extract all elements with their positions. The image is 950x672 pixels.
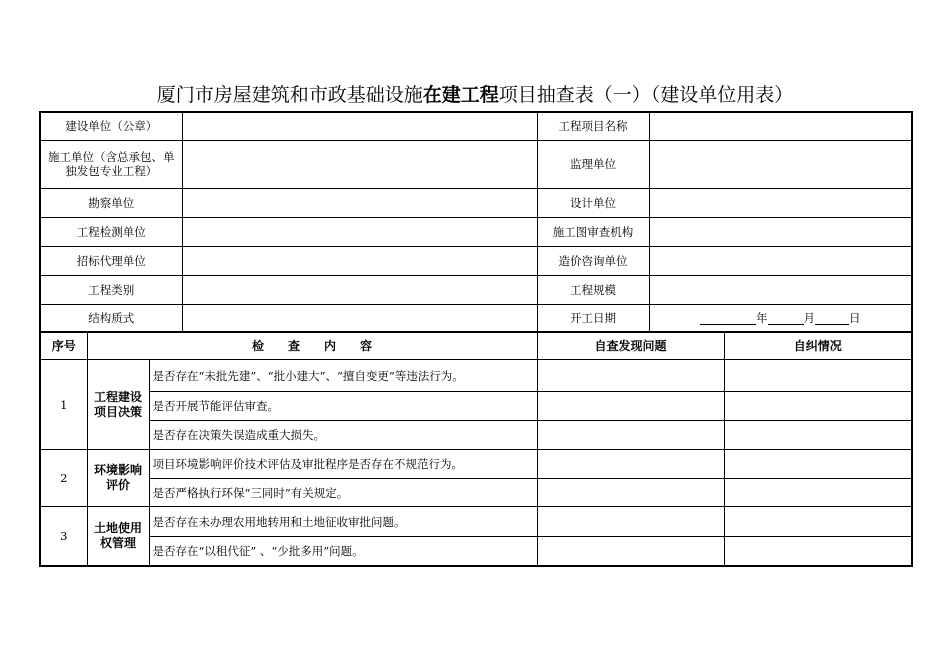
info-value-field[interactable] (182, 246, 537, 275)
info-value-field[interactable] (182, 140, 537, 188)
info-value-field[interactable] (182, 275, 537, 304)
issues-cell[interactable] (537, 507, 724, 537)
info-value-field[interactable] (649, 140, 912, 188)
fix-cell[interactable] (724, 537, 912, 566)
check-row (40, 392, 912, 421)
issues-cell[interactable] (537, 450, 724, 479)
header-issues: 自查发现问题 (537, 332, 724, 360)
fix-cell[interactable] (724, 450, 912, 479)
info-row (40, 112, 912, 140)
header-fix: 自纠情况 (724, 332, 912, 360)
check-item: 项目环境影响评价技术评估及审批程序是否存在不规范行为。 (149, 450, 537, 479)
day-unit: 日 (849, 311, 861, 326)
check-row (40, 537, 912, 566)
check-header-row (40, 332, 912, 360)
info-value-field[interactable] (182, 217, 537, 246)
page-title (0, 80, 950, 107)
check-row (40, 360, 912, 392)
month-unit: 月 (803, 311, 815, 326)
info-value-field[interactable] (649, 112, 912, 140)
title-bold: 在建工程 (422, 84, 499, 106)
info-label: 结构质式 (40, 304, 182, 332)
check-row (40, 507, 912, 537)
info-value-field[interactable] (649, 217, 912, 246)
info-value-field[interactable] (649, 275, 912, 304)
issues-cell[interactable] (537, 537, 724, 566)
info-row (40, 140, 912, 188)
issues-cell[interactable] (537, 421, 724, 450)
fix-cell[interactable] (724, 360, 912, 392)
check-item: 是否严格执行环保“三同时”有关规定。 (149, 479, 537, 507)
fix-cell[interactable] (724, 392, 912, 421)
fix-cell[interactable] (724, 479, 912, 507)
check-row (40, 479, 912, 507)
info-label: 招标代理单位 (40, 246, 182, 275)
info-label: 设计单位 (537, 188, 649, 217)
group-number: 3 (40, 507, 87, 566)
check-item: 是否开展节能评估审查。 (149, 392, 537, 421)
info-value-field[interactable] (182, 112, 537, 140)
month-blank[interactable] (768, 310, 804, 325)
issues-cell[interactable] (537, 479, 724, 507)
group-category: 土地使用权管理 (87, 507, 149, 566)
start-date-field[interactable] (649, 304, 912, 332)
year-unit: 年 (756, 311, 768, 326)
check-item: 是否存在未办理农用地转用和土地征收审批问题。 (149, 507, 537, 537)
group-category: 环境影响评价 (87, 450, 149, 507)
header-content: 检 查 内 容 (87, 332, 537, 360)
issues-cell[interactable] (537, 360, 724, 392)
check-item: 是否存在“以租代征” 、“少批多用”问题。 (149, 537, 537, 566)
header-no: 序号 (40, 332, 87, 360)
title-part2: 项目抽查表（一）（建设单位用表） (498, 84, 794, 106)
info-label: 工程检测单位 (40, 217, 182, 246)
info-value-field[interactable] (649, 246, 912, 275)
check-item: 是否存在决策失误造成重大损失。 (149, 421, 537, 450)
info-label: 造价咨询单位 (537, 246, 649, 275)
title-part1: 厦门市房屋建筑和市政基础设施 (156, 84, 423, 106)
info-label: 勘察单位 (40, 188, 182, 217)
info-value-field[interactable] (182, 304, 537, 332)
issues-cell[interactable] (537, 392, 724, 421)
info-row (40, 217, 912, 246)
fix-cell[interactable] (724, 507, 912, 537)
check-row (40, 421, 912, 450)
year-blank[interactable] (700, 310, 756, 325)
check-table (39, 331, 913, 567)
info-row (40, 246, 912, 275)
info-label: 监理单位 (537, 140, 649, 188)
project-info-table (39, 111, 913, 333)
group-category: 工程建设项目决策 (87, 360, 149, 450)
info-label: 建设单位（公章） (40, 112, 182, 140)
info-label: 施工图审查机构 (537, 217, 649, 246)
day-blank[interactable] (815, 310, 849, 325)
info-row (40, 304, 912, 332)
info-row (40, 188, 912, 217)
info-value-field[interactable] (182, 188, 537, 217)
info-label: 工程类别 (40, 275, 182, 304)
info-label: 施工单位（含总承包、单独发包专业工程） (40, 140, 182, 188)
info-label: 开工日期 (537, 304, 649, 332)
fix-cell[interactable] (724, 421, 912, 450)
group-number: 2 (40, 450, 87, 507)
group-number: 1 (40, 360, 87, 450)
info-label: 工程项目名称 (537, 112, 649, 140)
info-value-field[interactable] (649, 188, 912, 217)
check-row (40, 450, 912, 479)
check-item: 是否存在“未批先建”、“批小建大”、“擅自变更”等违法行为。 (149, 360, 537, 392)
info-label: 工程规模 (537, 275, 649, 304)
info-row (40, 275, 912, 304)
